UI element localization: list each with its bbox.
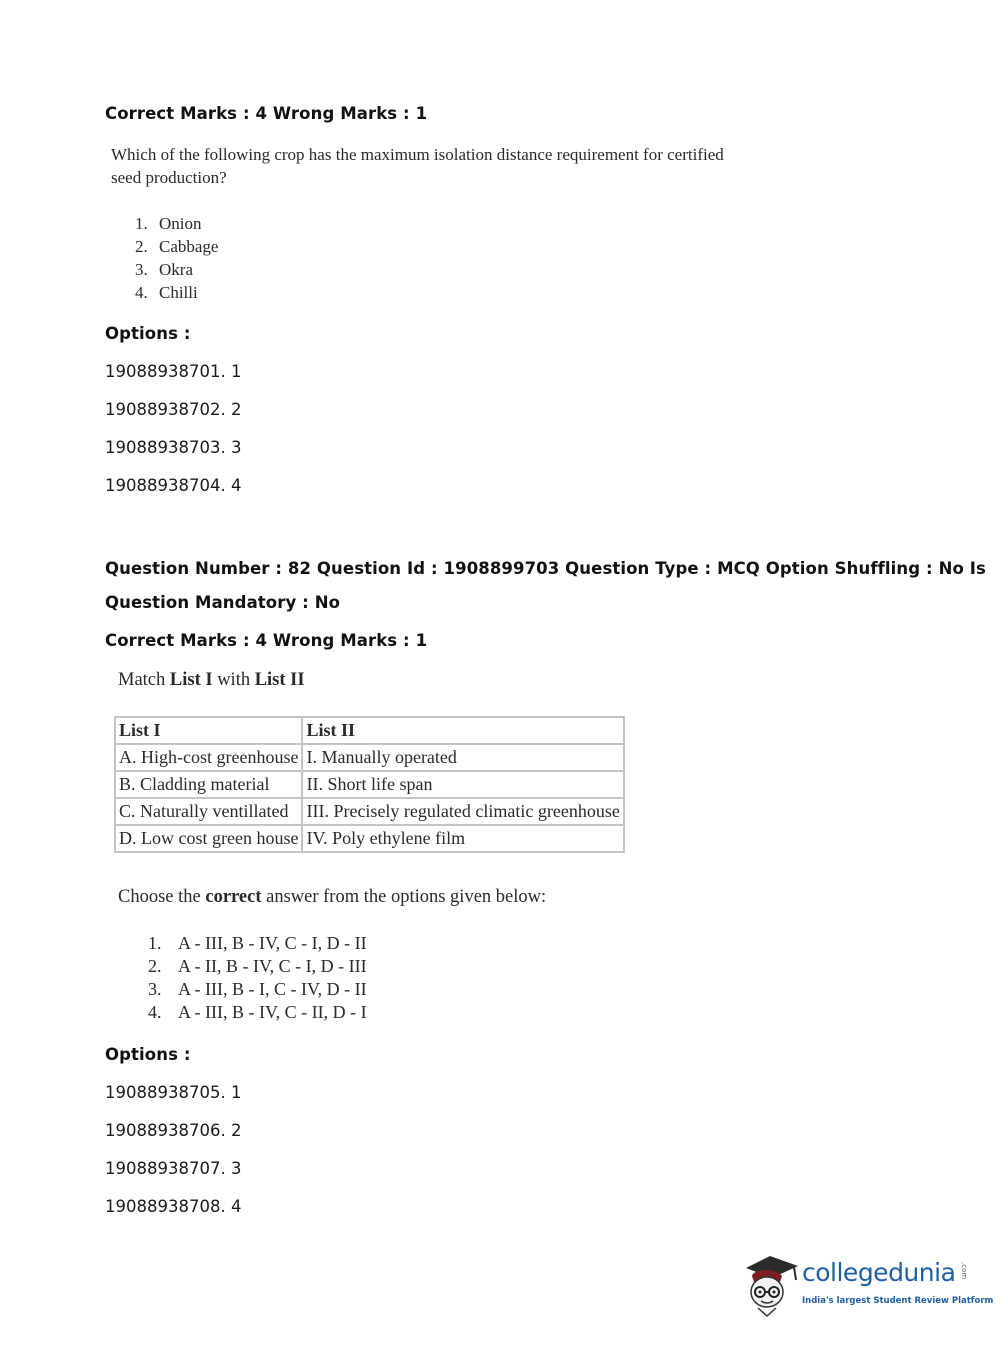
option-item: 19088938707. 3 <box>105 1159 242 1178</box>
collegedunia-logo <box>742 1250 994 1320</box>
marks-line: Correct Marks : 4 Wrong Marks : 1 <box>105 104 428 123</box>
table-cell: C. Naturally ventillated <box>115 798 302 825</box>
table-cell: I. Manually operated <box>302 744 623 771</box>
marks-line: Correct Marks : 4 Wrong Marks : 1 <box>105 631 428 650</box>
choice-item: 4. A - III, B - IV, C - II, D - I <box>148 1002 367 1022</box>
question-text: Which of the following crop has the maximum isolation distance requirement for certified seed production? <box>111 145 724 187</box>
table-cell: III. Precisely regulated climatic greenhouse <box>302 798 623 825</box>
logo-tagline: India's largest Student Review Platform <box>802 1296 994 1306</box>
table-row <box>115 825 624 852</box>
options-label: Options : <box>105 324 191 343</box>
table-cell: IV. Poly ethylene film <box>302 825 623 852</box>
logo-suffix: .com <box>960 1262 968 1280</box>
question-header: Question Number : 82 Question Id : 1908899703 Question Type : MCQ Option Shuffling : No Is <box>105 559 986 578</box>
table-cell: II. Short life span <box>302 771 623 798</box>
table-header-row <box>115 717 624 744</box>
match-instruction: Match List I with List II <box>118 670 305 690</box>
option-item: 19088938702. 2 <box>105 400 242 419</box>
choice-list <box>148 932 367 1024</box>
choice-list <box>135 212 218 304</box>
choice-item: 3. Okra <box>135 260 193 279</box>
choice-item: 2. Cabbage <box>135 237 219 256</box>
choice-item: 2. A - II, B - IV, C - I, D - III <box>148 956 367 976</box>
choice-item: 1. Onion <box>135 214 202 233</box>
option-item: 19088938704. 4 <box>105 476 242 495</box>
table-header-cell: List II <box>302 717 623 744</box>
mascot-icon <box>742 1250 804 1320</box>
choice-item: 1. A - III, B - IV, C - I, D - II <box>148 933 367 953</box>
table-row <box>115 771 624 798</box>
table-header-cell: List I <box>115 717 302 744</box>
table-cell: D. Low cost green house <box>115 825 302 852</box>
match-table <box>114 716 625 853</box>
choose-instruction: Choose the correct answer from the options given below: <box>118 887 547 907</box>
choice-item: 3. A - III, B - I, C - IV, D - II <box>148 979 367 999</box>
option-item: 19088938701. 1 <box>105 362 242 381</box>
option-item: 19088938708. 4 <box>105 1197 242 1216</box>
table-row <box>115 798 624 825</box>
choice-item: 4. Chilli <box>135 283 198 302</box>
table-cell: A. High-cost greenhouse <box>115 744 302 771</box>
options-label: Options : <box>105 1045 191 1064</box>
option-item: 19088938705. 1 <box>105 1083 242 1102</box>
table-row <box>115 744 624 771</box>
option-item: 19088938706. 2 <box>105 1121 242 1140</box>
logo-name: collegedunia <box>802 1258 956 1287</box>
option-item: 19088938703. 3 <box>105 438 242 457</box>
question-mandatory: Question Mandatory : No <box>105 593 341 612</box>
table-cell: B. Cladding material <box>115 771 302 798</box>
